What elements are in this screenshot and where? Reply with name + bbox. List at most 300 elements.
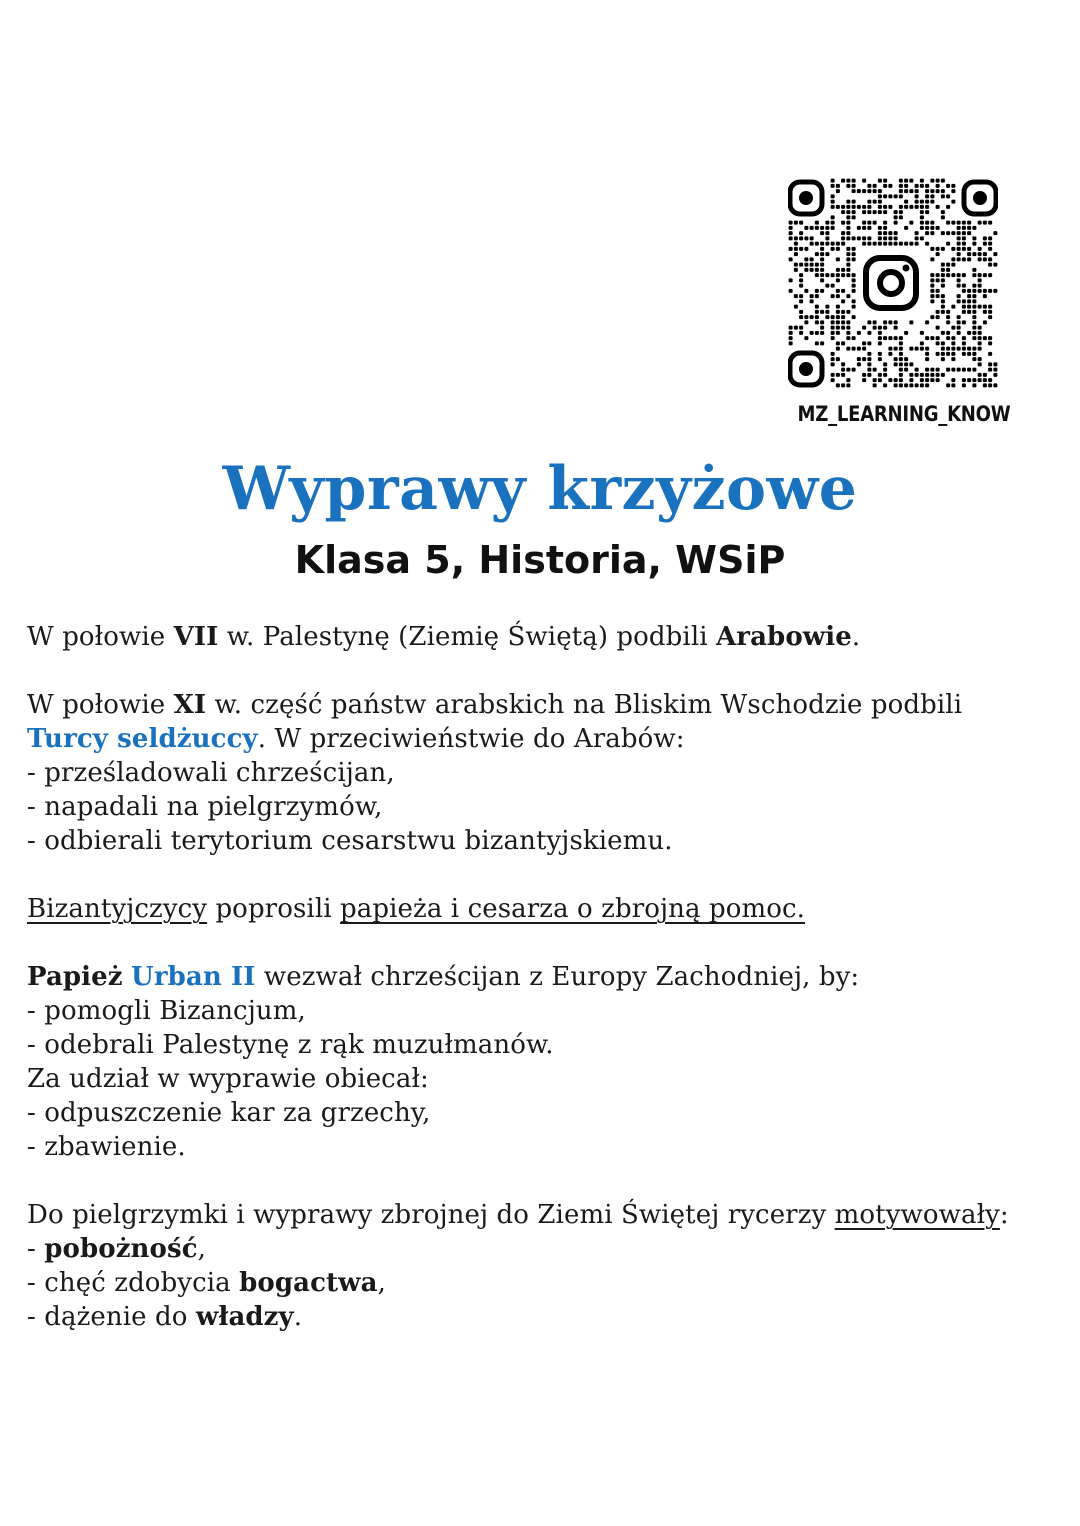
qr-module bbox=[946, 231, 950, 235]
qr-module bbox=[789, 336, 793, 340]
qr-module bbox=[799, 263, 803, 267]
qr-module bbox=[920, 378, 924, 382]
qr-module bbox=[951, 383, 955, 387]
qr-module bbox=[846, 200, 850, 204]
qr-module bbox=[867, 242, 871, 246]
finder-top-right bbox=[964, 182, 996, 214]
qr-module bbox=[852, 247, 856, 251]
qr-module bbox=[993, 368, 997, 372]
qr-module bbox=[836, 305, 840, 309]
qr-module bbox=[957, 273, 961, 277]
qr-module bbox=[867, 362, 871, 366]
qr-module bbox=[936, 341, 940, 345]
term-bogactwa: bogactwa bbox=[239, 1268, 378, 1298]
qr-module bbox=[810, 236, 814, 240]
qr-module bbox=[925, 242, 929, 246]
qr-module bbox=[978, 341, 982, 345]
qr-module bbox=[951, 347, 955, 351]
qr-module bbox=[794, 305, 798, 309]
qr-module bbox=[825, 231, 829, 235]
qr-module bbox=[941, 278, 945, 282]
qr-module bbox=[815, 263, 819, 267]
qr-module bbox=[841, 341, 845, 345]
qr-module bbox=[894, 194, 898, 198]
qr-module bbox=[941, 373, 945, 377]
qr-module bbox=[852, 305, 856, 309]
qr-module bbox=[883, 368, 887, 372]
qr-module bbox=[983, 378, 987, 382]
qr-module bbox=[978, 347, 982, 351]
qr-module bbox=[925, 226, 929, 230]
qr-module bbox=[941, 331, 945, 335]
qr-module bbox=[930, 247, 934, 251]
qr-module bbox=[894, 347, 898, 351]
qr-module bbox=[852, 205, 856, 209]
qr-module bbox=[799, 310, 803, 314]
qr-module bbox=[867, 189, 871, 193]
qr-module bbox=[925, 352, 929, 356]
qr-module bbox=[846, 205, 850, 209]
qr-module bbox=[993, 263, 997, 267]
list-item: - odbierali terytorium cesarstwu bizantyjskiemu. bbox=[27, 826, 673, 856]
qr-module bbox=[820, 320, 824, 324]
qr-module bbox=[846, 231, 850, 235]
qr-module bbox=[852, 184, 856, 188]
qr-module bbox=[967, 252, 971, 256]
qr-module bbox=[799, 247, 803, 251]
list-item: - dążenie do władzy. bbox=[27, 1302, 303, 1332]
qr-module bbox=[873, 326, 877, 330]
page-subtitle: Klasa 5, Historia, WSiP bbox=[294, 538, 786, 582]
qr-module bbox=[936, 326, 940, 330]
qr-module bbox=[841, 310, 845, 314]
qr-module bbox=[946, 194, 950, 198]
qr-module bbox=[836, 315, 840, 319]
qr-module bbox=[983, 373, 987, 377]
qr-module bbox=[789, 289, 793, 293]
term-wladzy: władzy bbox=[195, 1302, 294, 1332]
qr-module bbox=[957, 326, 961, 330]
qr-module bbox=[951, 184, 955, 188]
qr-module bbox=[925, 347, 929, 351]
qr-module bbox=[794, 221, 798, 225]
qr-module bbox=[852, 179, 856, 183]
qr-module bbox=[878, 326, 882, 330]
qr-module bbox=[941, 294, 945, 298]
qr-module bbox=[831, 273, 835, 277]
qr-module bbox=[988, 236, 992, 240]
qr-module bbox=[831, 284, 835, 288]
qr-module bbox=[825, 315, 829, 319]
qr-module bbox=[988, 305, 992, 309]
qr-module bbox=[930, 257, 934, 261]
qr-module bbox=[815, 294, 819, 298]
qr-module bbox=[941, 341, 945, 345]
qr-module bbox=[815, 315, 819, 319]
qr-module bbox=[967, 231, 971, 235]
qr-module bbox=[972, 347, 976, 351]
qr-module bbox=[846, 236, 850, 240]
qr-module bbox=[794, 242, 798, 246]
paragraph-turks-line2: Turcy seldżuccy. W przeciwieństwie do Arabów: bbox=[27, 724, 685, 754]
qr-module bbox=[846, 184, 850, 188]
qr-module bbox=[836, 205, 840, 209]
qr-module bbox=[978, 221, 982, 225]
qr-module bbox=[867, 352, 871, 356]
qr-module bbox=[978, 378, 982, 382]
qr-module bbox=[878, 194, 882, 198]
qr-module bbox=[930, 200, 934, 204]
qr-module bbox=[825, 236, 829, 240]
qr-module bbox=[794, 252, 798, 256]
qr-module bbox=[883, 205, 887, 209]
qr-module bbox=[936, 373, 940, 377]
qr-module bbox=[915, 200, 919, 204]
qr-module bbox=[841, 231, 845, 235]
qr-module bbox=[946, 352, 950, 356]
qr-module bbox=[878, 236, 882, 240]
qr-module bbox=[815, 331, 819, 335]
qr-module bbox=[962, 231, 966, 235]
qr-module bbox=[831, 247, 835, 251]
instagram-handle: MZ_LEARNING_KNOW bbox=[797, 402, 1011, 426]
qr-module bbox=[936, 315, 940, 319]
qr-module bbox=[867, 221, 871, 225]
qr-module bbox=[794, 294, 798, 298]
qr-module bbox=[789, 278, 793, 282]
qr-module bbox=[946, 383, 950, 387]
qr-module bbox=[909, 179, 913, 183]
qr-module bbox=[831, 194, 835, 198]
qr-module bbox=[936, 294, 940, 298]
qr-module bbox=[899, 215, 903, 219]
qr-module bbox=[983, 289, 987, 293]
term-motywowaly: motywowały bbox=[834, 1200, 1000, 1230]
qr-module bbox=[873, 184, 877, 188]
qr-module bbox=[941, 189, 945, 193]
qr-module bbox=[941, 194, 945, 198]
qr-module bbox=[941, 357, 945, 361]
qr-module bbox=[920, 373, 924, 377]
qr-module bbox=[841, 236, 845, 240]
paragraph-arabs: W połowie VII w. Palestynę (Ziemię Świętą) podbili Arabowie. bbox=[27, 622, 861, 652]
qr-module bbox=[915, 347, 919, 351]
qr-module bbox=[810, 331, 814, 335]
qr-module bbox=[825, 273, 829, 277]
paragraph-motivation: Do pielgrzymki i wyprawy zbrojnej do Ziemi Świętej rycerzy motywowały: bbox=[27, 1200, 1009, 1230]
qr-module bbox=[804, 289, 808, 293]
qr-module bbox=[925, 357, 929, 361]
qr-module bbox=[878, 179, 882, 183]
qr-module bbox=[941, 263, 945, 267]
qr-module bbox=[962, 284, 966, 288]
qr-module bbox=[925, 378, 929, 382]
qr-module bbox=[888, 231, 892, 235]
qr-module bbox=[920, 179, 924, 183]
qr-module bbox=[888, 194, 892, 198]
qr-module bbox=[820, 289, 824, 293]
qr-module bbox=[831, 315, 835, 319]
list-item: - prześladowali chrześcijan, bbox=[27, 758, 395, 788]
qr-module bbox=[915, 368, 919, 372]
qr-module bbox=[852, 315, 856, 319]
qr-module bbox=[810, 263, 814, 267]
qr-module bbox=[920, 210, 924, 214]
qr-module bbox=[794, 236, 798, 240]
qr-module bbox=[857, 226, 861, 230]
qr-module bbox=[883, 231, 887, 235]
qr-module bbox=[962, 242, 966, 246]
qr-module bbox=[794, 247, 798, 251]
qr-module bbox=[878, 336, 882, 340]
qr-module bbox=[936, 189, 940, 193]
qr-module bbox=[972, 252, 976, 256]
qr-module bbox=[815, 252, 819, 256]
qr-module bbox=[883, 236, 887, 240]
qr-module bbox=[941, 284, 945, 288]
qr-module bbox=[878, 226, 882, 230]
qr-module bbox=[899, 194, 903, 198]
qr-module bbox=[815, 305, 819, 309]
list-item: - zbawienie. bbox=[27, 1132, 186, 1162]
qr-module bbox=[978, 257, 982, 261]
qr-module bbox=[846, 336, 850, 340]
qr-module bbox=[957, 299, 961, 303]
qr-module bbox=[789, 226, 793, 230]
qr-module bbox=[799, 331, 803, 335]
qr-module bbox=[915, 231, 919, 235]
qr-module bbox=[894, 378, 898, 382]
qr-module bbox=[894, 383, 898, 387]
qr-module bbox=[972, 294, 976, 298]
qr-module bbox=[957, 226, 961, 230]
qr-module bbox=[915, 189, 919, 193]
qr-module bbox=[794, 268, 798, 272]
qr-module bbox=[972, 357, 976, 361]
qr-module bbox=[930, 221, 934, 225]
qr-module bbox=[846, 221, 850, 225]
qr-module bbox=[846, 310, 850, 314]
qr-module bbox=[867, 357, 871, 361]
qr-module bbox=[962, 226, 966, 230]
qr-module bbox=[946, 205, 950, 209]
qr-module bbox=[993, 289, 997, 293]
century-vii: VII bbox=[173, 622, 219, 652]
qr-module bbox=[878, 189, 882, 193]
qr-module bbox=[899, 179, 903, 183]
qr-module bbox=[789, 257, 793, 261]
qr-module bbox=[936, 252, 940, 256]
qr-module bbox=[915, 242, 919, 246]
qr-module bbox=[899, 184, 903, 188]
qr-module bbox=[799, 315, 803, 319]
paragraph-turks-line1: W połowie XI w. część państw arabskich na Bliskim Wschodzie podbili bbox=[27, 690, 963, 720]
qr-module bbox=[831, 352, 835, 356]
qr-module bbox=[799, 231, 803, 235]
qr-module bbox=[930, 315, 934, 319]
qr-module bbox=[852, 289, 856, 293]
qr-module bbox=[836, 289, 840, 293]
qr-module bbox=[852, 336, 856, 340]
qr-module bbox=[841, 383, 845, 387]
qr-module bbox=[972, 242, 976, 246]
qr-module bbox=[815, 226, 819, 230]
qr-module bbox=[957, 247, 961, 251]
qr-module bbox=[972, 315, 976, 319]
term-turcy-seldzuccy: Turcy seldżuccy bbox=[27, 724, 258, 754]
qr-module bbox=[936, 352, 940, 356]
qr-module bbox=[957, 252, 961, 256]
qr-module bbox=[883, 373, 887, 377]
qr-module bbox=[909, 383, 913, 387]
qr-module bbox=[983, 320, 987, 324]
qr-module bbox=[904, 226, 908, 230]
list-item: - odebrali Palestynę z rąk muzułmanów. bbox=[27, 1030, 554, 1060]
qr-module bbox=[936, 289, 940, 293]
qr-module bbox=[794, 326, 798, 330]
qr-module bbox=[920, 221, 924, 225]
qr-module bbox=[920, 341, 924, 345]
qr-module bbox=[967, 347, 971, 351]
qr-module bbox=[862, 236, 866, 240]
qr-module bbox=[883, 320, 887, 324]
qr-module bbox=[930, 294, 934, 298]
qr-module bbox=[815, 320, 819, 324]
qr-module bbox=[852, 252, 856, 256]
qr-module bbox=[951, 189, 955, 193]
qr-module bbox=[878, 352, 882, 356]
qr-module bbox=[831, 331, 835, 335]
qr-module bbox=[957, 278, 961, 282]
qr-module bbox=[878, 357, 882, 361]
qr-module bbox=[836, 347, 840, 351]
qr-module bbox=[899, 189, 903, 193]
qr-module bbox=[846, 347, 850, 351]
qr-module bbox=[888, 236, 892, 240]
qr-module bbox=[988, 221, 992, 225]
qr-module bbox=[831, 373, 835, 377]
qr-module bbox=[820, 242, 824, 246]
qr-module bbox=[836, 326, 840, 330]
qr-module bbox=[915, 205, 919, 209]
qr-module bbox=[899, 210, 903, 214]
qr-module bbox=[878, 373, 882, 377]
qr-module bbox=[946, 263, 950, 267]
qr-module bbox=[962, 305, 966, 309]
qr-module bbox=[873, 200, 877, 204]
qr-module bbox=[852, 210, 856, 214]
qr-module bbox=[983, 305, 987, 309]
qr-module bbox=[867, 341, 871, 345]
qr-module bbox=[831, 205, 835, 209]
qr-module bbox=[983, 221, 987, 225]
qr-module bbox=[972, 378, 976, 382]
qr-module bbox=[883, 362, 887, 366]
qr-module bbox=[962, 368, 966, 372]
qr-module bbox=[978, 326, 982, 330]
qr-module bbox=[920, 347, 924, 351]
qr-module bbox=[852, 200, 856, 204]
qr-module bbox=[899, 352, 903, 356]
qr-module bbox=[831, 336, 835, 340]
finder-bottom-left bbox=[790, 353, 822, 385]
qr-module bbox=[836, 383, 840, 387]
qr-module bbox=[836, 242, 840, 246]
qr-module bbox=[878, 331, 882, 335]
qr-module bbox=[957, 368, 961, 372]
qr-module bbox=[873, 383, 877, 387]
qr-module bbox=[836, 278, 840, 282]
qr-module bbox=[925, 221, 929, 225]
qr-module bbox=[804, 336, 808, 340]
qr-module bbox=[831, 221, 835, 225]
qr-module bbox=[904, 331, 908, 335]
qr-module bbox=[899, 357, 903, 361]
qr-module bbox=[883, 194, 887, 198]
qr-module bbox=[946, 347, 950, 351]
qr-module bbox=[841, 326, 845, 330]
qr-module bbox=[941, 299, 945, 303]
qr-module bbox=[925, 194, 929, 198]
qr-module bbox=[967, 378, 971, 382]
qr-module bbox=[978, 247, 982, 251]
qr-module bbox=[962, 299, 966, 303]
qr-module bbox=[904, 368, 908, 372]
qr-module bbox=[978, 289, 982, 293]
qr-module bbox=[951, 357, 955, 361]
qr-module bbox=[972, 299, 976, 303]
qr-module bbox=[930, 194, 934, 198]
qr-module bbox=[852, 215, 856, 219]
qr-module bbox=[820, 252, 824, 256]
qr-module bbox=[930, 368, 934, 372]
qr-module bbox=[878, 200, 882, 204]
term-arabowie: Arabowie bbox=[716, 622, 852, 652]
term-request-help: papieża i cesarza o zbrojną pomoc. bbox=[340, 894, 805, 924]
qr-module bbox=[899, 383, 903, 387]
term-papiez: Papież bbox=[27, 962, 123, 992]
qr-module bbox=[820, 263, 824, 267]
qr-module bbox=[841, 362, 845, 366]
qr-module bbox=[836, 294, 840, 298]
qr-module bbox=[804, 315, 808, 319]
qr-module bbox=[967, 247, 971, 251]
qr-module bbox=[841, 299, 845, 303]
qr-module bbox=[825, 305, 829, 309]
qr-module bbox=[878, 378, 882, 382]
qr-module bbox=[820, 278, 824, 282]
qr-module bbox=[936, 273, 940, 277]
qr-module bbox=[831, 242, 835, 246]
qr-module bbox=[899, 362, 903, 366]
qr-module bbox=[951, 326, 955, 330]
qr-module bbox=[883, 226, 887, 230]
qr-module bbox=[967, 294, 971, 298]
qr-module bbox=[810, 226, 814, 230]
qr-module bbox=[804, 226, 808, 230]
qr-module bbox=[941, 305, 945, 309]
qr-module bbox=[941, 347, 945, 351]
qr-module bbox=[831, 294, 835, 298]
qr-module bbox=[789, 236, 793, 240]
term-urban-ii: Urban II bbox=[131, 962, 256, 992]
qr-module bbox=[941, 247, 945, 251]
qr-module bbox=[810, 315, 814, 319]
qr-module bbox=[810, 294, 814, 298]
qr-module bbox=[841, 179, 845, 183]
qr-module bbox=[862, 210, 866, 214]
qr-module bbox=[852, 368, 856, 372]
